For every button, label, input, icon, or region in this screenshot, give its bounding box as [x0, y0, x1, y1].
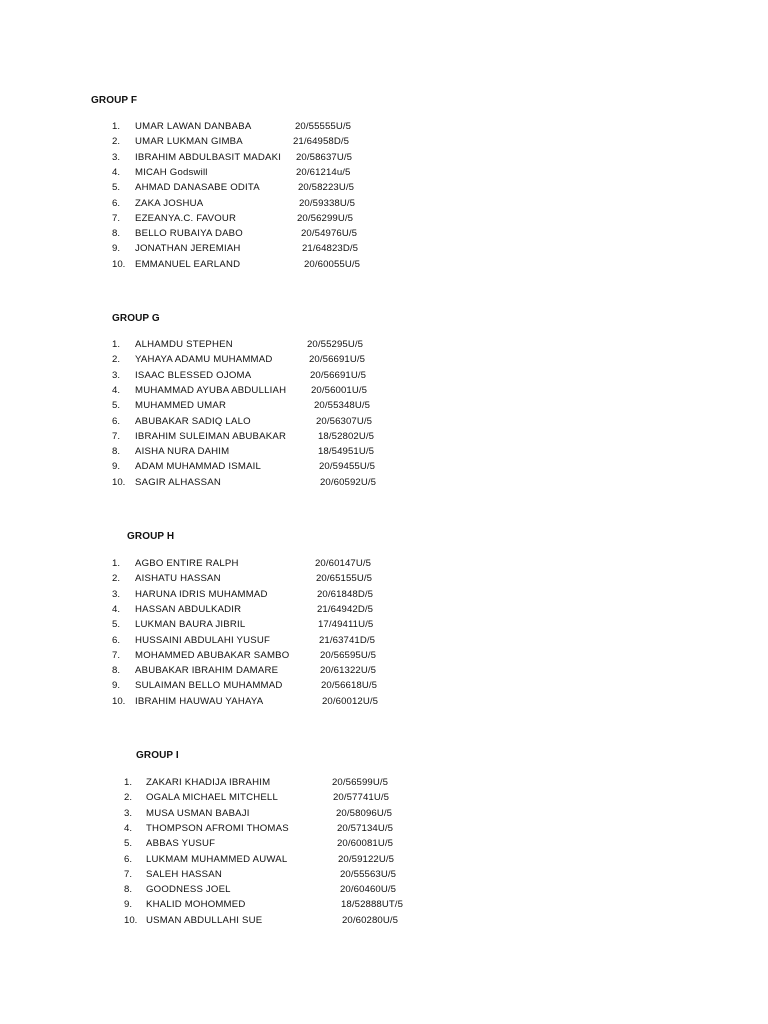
item-number: 2. [112, 573, 121, 585]
item-number: 8. [112, 446, 121, 458]
list-item [112, 383, 432, 398]
item-number: 2. [124, 792, 133, 804]
list-item [124, 790, 444, 805]
registration-number: 20/60592U/5 [320, 476, 377, 488]
member-name: AISHA NURA DAHIM [135, 446, 230, 458]
member-name: AISHATU HASSAN [135, 573, 221, 585]
item-number: 5. [112, 400, 121, 412]
list-item [112, 226, 432, 241]
list-item [112, 119, 432, 134]
member-name: KHALID MOHOMMED [146, 899, 246, 911]
item-number: 9. [112, 680, 121, 692]
registration-number: 18/52888UT/5 [341, 899, 404, 911]
registration-number: 20/58637U/5 [296, 151, 353, 163]
list-item [124, 897, 444, 912]
member-name: ADAM MUHAMMAD ISMAIL [135, 461, 262, 473]
list-item [112, 134, 432, 149]
list-item [124, 867, 444, 882]
registration-number: 20/65155U/5 [316, 573, 373, 585]
member-name: JONATHAN JEREMIAH [135, 243, 241, 255]
registration-number: 20/55555U/5 [295, 121, 352, 132]
item-number: 8. [112, 228, 121, 240]
list-item [112, 556, 432, 571]
list-item [112, 459, 432, 474]
item-number: 10. [112, 695, 126, 707]
list-item [112, 257, 432, 272]
registration-number: 20/55295U/5 [307, 339, 364, 350]
member-name: YAHAYA ADAMU MUHAMMAD [135, 354, 273, 366]
registration-number: 20/55348U/5 [314, 400, 371, 412]
member-name: ABBAS YUSUF [146, 838, 216, 850]
list-item [112, 678, 432, 693]
registration-number: 20/60147U/5 [315, 558, 372, 569]
member-name: ABUBAKAR SADIQ LALO [135, 415, 251, 427]
list-item [124, 775, 444, 790]
list-item [112, 475, 432, 490]
member-name: EZEANYA.C. FAVOUR [135, 212, 237, 224]
list-item [112, 602, 432, 617]
item-number: 6. [112, 415, 121, 427]
item-number: 3. [124, 807, 133, 819]
item-number: 7. [124, 868, 133, 880]
list-item [112, 617, 432, 632]
member-name: LUKMAM MUHAMMED AUWAL [146, 853, 288, 865]
item-number: 3. [112, 369, 121, 381]
group-title: GROUP G [112, 313, 160, 324]
member-name: ISAAC BLESSED OJOMA [135, 369, 252, 381]
item-number: 7. [112, 212, 121, 224]
registration-number: 18/52802U/5 [318, 430, 375, 442]
item-number: 5. [112, 182, 121, 194]
member-name: USMAN ABDULLAHI SUE [146, 914, 263, 926]
item-number: 3. [112, 588, 121, 600]
member-name: OGALA MICHAEL MITCHELL [146, 792, 278, 804]
list-item [112, 180, 432, 195]
list-item [112, 429, 432, 444]
registration-number: 20/56691U/5 [310, 369, 367, 381]
registration-number: 20/56299U/5 [297, 212, 354, 224]
member-name: IBRAHIM SULEIMAN ABUBAKAR [135, 430, 287, 442]
item-number: 1. [112, 121, 121, 132]
list-item [112, 663, 432, 678]
list-item [112, 241, 432, 256]
list-item [124, 806, 444, 821]
registration-number: 18/54951U/5 [318, 446, 375, 458]
member-name: AHMAD DANASABE ODITA [135, 182, 260, 194]
list-item [112, 414, 432, 429]
registration-number: 20/59338U/5 [299, 197, 356, 209]
item-number: 4. [112, 166, 121, 178]
registration-number: 20/55563U/5 [340, 868, 397, 880]
item-number: 8. [112, 665, 121, 677]
registration-number: 20/56001U/5 [311, 384, 368, 396]
member-name: GOODNESS JOEL [146, 884, 231, 896]
item-number: 2. [112, 354, 121, 366]
registration-number: 20/61322U/5 [320, 665, 377, 677]
member-name: IBRAHIM ABDULBASIT MADAKI [135, 151, 282, 163]
item-number: 9. [124, 899, 133, 911]
member-name: THOMPSON AFROMI THOMAS [146, 822, 289, 834]
member-name: EMMANUEL EARLAND [135, 258, 241, 270]
item-number: 4. [112, 384, 121, 396]
registration-number: 20/56599U/5 [332, 777, 389, 788]
member-name: SALEH HASSAN [146, 868, 222, 880]
list-item [112, 150, 432, 165]
registration-number: 20/61848D/5 [317, 588, 374, 600]
item-number: 10. [124, 914, 138, 926]
registration-number: 21/64942D/5 [317, 603, 374, 615]
registration-number: 20/60460U/5 [340, 884, 397, 896]
item-number: 10. [112, 476, 126, 488]
member-name: ZAKA JOSHUA [135, 197, 204, 209]
item-number: 5. [124, 838, 133, 850]
list-item [112, 694, 432, 709]
item-number: 2. [112, 136, 121, 148]
list-item [112, 337, 432, 352]
member-name: MUHAMMAD AYUBA ABDULLIAH [135, 384, 287, 396]
group-title: GROUP H [127, 531, 175, 542]
member-name: UMAR LAWAN DANBABA [135, 121, 252, 132]
group-title: GROUP F [91, 95, 138, 106]
item-number: 1. [112, 339, 121, 350]
registration-number: 20/60012U/5 [322, 695, 379, 707]
member-name: IBRAHIM HAUWAU YAHAYA [135, 695, 264, 707]
list-item [124, 821, 444, 836]
item-number: 9. [112, 461, 121, 473]
item-number: 6. [112, 634, 121, 646]
registration-number: 20/60055U/5 [304, 258, 361, 270]
list-item [124, 882, 444, 897]
member-name: MICAH Godswill [135, 166, 208, 178]
member-name: MUHAMMED UMAR [135, 400, 227, 412]
registration-number: 20/61214u/5 [296, 166, 351, 178]
registration-number: 20/60280U/5 [342, 914, 399, 926]
registration-number: 20/57741U/5 [333, 792, 390, 804]
item-number: 4. [124, 822, 133, 834]
list-item [112, 368, 432, 383]
registration-number: 21/64958D/5 [293, 136, 350, 148]
item-number: 1. [112, 558, 121, 569]
list-item [124, 852, 444, 867]
registration-number: 20/56595U/5 [320, 649, 377, 661]
member-name: SULAIMAN BELLO MUHAMMAD [135, 680, 283, 692]
registration-number: 20/57134U/5 [337, 822, 394, 834]
list-item [112, 196, 432, 211]
registration-number: 20/56691U/5 [309, 354, 366, 366]
list-item [124, 836, 444, 851]
registration-number: 20/58223U/5 [298, 182, 355, 194]
member-name: ZAKARI KHADIJA IBRAHIM [146, 777, 271, 788]
member-name: LUKMAN BAURA JIBRIL [135, 619, 246, 631]
item-number: 5. [112, 619, 121, 631]
list-item [112, 633, 432, 648]
list-item [112, 352, 432, 367]
registration-number: 20/56618U/5 [321, 680, 378, 692]
member-name: ABUBAKAR IBRAHIM DAMARE [135, 665, 279, 677]
registration-number: 21/64823D/5 [302, 243, 359, 255]
list-item [112, 398, 432, 413]
member-name: HARUNA IDRIS MUHAMMAD [135, 588, 268, 600]
list-item [112, 165, 432, 180]
member-name: HUSSAINI ABDULAHI YUSUF [135, 634, 271, 646]
member-name: BELLO RUBAIYA DABO [135, 228, 243, 240]
item-number: 4. [112, 603, 121, 615]
list-item [124, 913, 444, 928]
item-number: 10. [112, 258, 126, 270]
list-item [112, 587, 432, 602]
item-number: 1. [124, 777, 133, 788]
item-number: 7. [112, 649, 121, 661]
item-number: 7. [112, 430, 121, 442]
member-name: AGBO ENTIRE RALPH [135, 558, 239, 569]
registration-number: 21/63741D/5 [319, 634, 376, 646]
member-name: MOHAMMED ABUBAKAR SAMBO [135, 649, 290, 661]
member-name: UMAR LUKMAN GIMBA [135, 136, 243, 148]
member-name: SAGIR ALHASSAN [135, 476, 221, 488]
item-number: 9. [112, 243, 121, 255]
registration-number: 20/59455U/5 [319, 461, 376, 473]
list-item [112, 648, 432, 663]
list-item [112, 444, 432, 459]
registration-number: 17/49411U/5 [318, 619, 374, 631]
item-number: 8. [124, 884, 133, 896]
member-name: MUSA USMAN BABAJI [146, 807, 250, 819]
registration-number: 20/54976U/5 [301, 228, 358, 240]
registration-number: 20/56307U/5 [316, 415, 373, 427]
member-name: HASSAN ABDULKADIR [135, 603, 242, 615]
registration-number: 20/60081U/5 [337, 838, 394, 850]
list-item [112, 571, 432, 586]
item-number: 6. [112, 197, 121, 209]
list-item [112, 211, 432, 226]
item-number: 6. [124, 853, 133, 865]
group-title: GROUP I [136, 750, 179, 761]
registration-number: 20/59122U/5 [338, 853, 395, 865]
item-number: 3. [112, 151, 121, 163]
member-name: ALHAMDU STEPHEN [135, 339, 233, 350]
registration-number: 20/58096U/5 [336, 807, 393, 819]
